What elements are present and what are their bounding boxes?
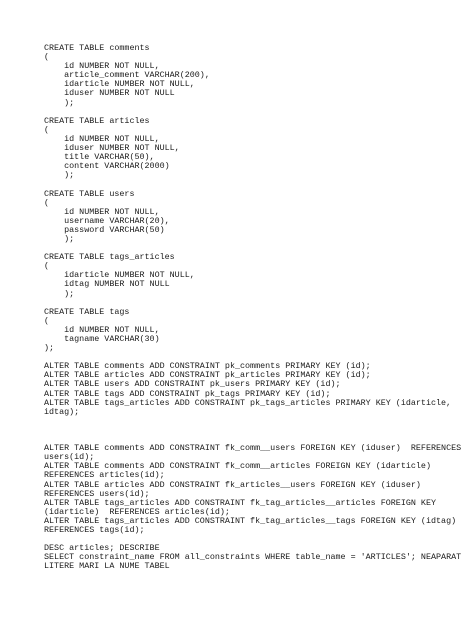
code-line: CREATE TABLE tags: [44, 306, 130, 317]
code-line: username VARCHAR(20),: [44, 215, 170, 226]
code-line: ALTER TABLE tags ADD CONSTRAINT pk_tags PRIMARY KEY (id);: [44, 388, 331, 399]
code-line: id NUMBER NOT NULL,: [44, 133, 160, 144]
code-line: CREATE TABLE comments: [44, 43, 150, 53]
blank-line: [44, 426, 444, 435]
code-line: idarticle NUMBER NOT NULL,: [44, 270, 195, 281]
code-line: article_comment VARCHAR(200),: [44, 70, 210, 81]
code-line: ALTER TABLE articles ADD CONSTRAINT pk_articles PRIMARY KEY (id);: [44, 370, 371, 381]
sql-document: [44, 43, 462, 572]
code-line: ALTER TABLE tags_articles ADD CONSTRAINT pk_tags_articles PRIMARY KEY (idarticle,: [44, 397, 452, 408]
code-line: LITERE MARI LA NUME TABEL: [44, 561, 170, 572]
code-line: idtag NUMBER NOT NULL: [44, 279, 170, 290]
code-line: (: [44, 124, 50, 135]
code-line: id NUMBER NOT NULL,: [44, 61, 160, 72]
code-line: );: [44, 97, 75, 108]
code-line: ALTER TABLE comments ADD CONSTRAINT fk_comm__users FOREIGN KEY (iduser) REFERENCES: [44, 443, 462, 454]
code-line: (idarticle) REFERENCES articles(id);: [44, 506, 230, 517]
code-line: title VARCHAR(50),: [44, 152, 155, 163]
code-line: id NUMBER NOT NULL,: [44, 206, 160, 217]
code-line: ALTER TABLE tags_articles ADD CONSTRAINT fk_tag_articles__articles FOREIGN KEY: [44, 497, 437, 508]
code-line: (: [44, 315, 50, 326]
code-line: REFERENCES tags(id);: [44, 524, 145, 535]
code-line: iduser NUMBER NOT NULL: [44, 88, 175, 99]
code-line: );: [44, 343, 55, 354]
code-line: ALTER TABLE users ADD CONSTRAINT pk_users PRIMARY KEY (id);: [44, 379, 341, 390]
code-line: id NUMBER NOT NULL,: [44, 324, 160, 335]
code-line: iduser NUMBER NOT NULL,: [44, 143, 180, 154]
code-line: users(id);: [44, 452, 95, 463]
code-line: );: [44, 233, 75, 244]
code-line: );: [44, 170, 75, 181]
blank-line: [44, 417, 444, 426]
code-line: CREATE TABLE users: [44, 188, 135, 199]
code-line: ALTER TABLE comments ADD CONSTRAINT pk_comments PRIMARY KEY (id);: [44, 361, 371, 372]
code-line: REFERENCES articles(id);: [44, 470, 165, 481]
code-line: tagname VARCHAR(30): [44, 334, 160, 344]
code-line: idarticle NUMBER NOT NULL,: [44, 79, 195, 90]
code-line: );: [44, 288, 75, 299]
code-line: idtag);: [44, 406, 80, 417]
code-line: (: [44, 197, 50, 208]
code-line: CREATE TABLE tags_articles: [44, 252, 175, 263]
code-line: SELECT constraint_name FROM all_constraints WHERE table_name = 'ARTICLES'; NEAPARAT: [44, 552, 462, 563]
code-line: password VARCHAR(50): [44, 224, 165, 235]
code-line: (: [44, 52, 50, 63]
code-line: (: [44, 261, 50, 272]
code-line: ALTER TABLE comments ADD CONSTRAINT fk_comm__articles FOREIGN KEY (idarticle): [44, 461, 431, 472]
code-line: DESC articles; DESCRIBE: [44, 543, 160, 554]
code-line: ALTER TABLE articles ADD CONSTRAINT fk_articles__users FOREIGN KEY (iduser): [44, 479, 421, 490]
code-line: CREATE TABLE articles: [44, 115, 150, 126]
code-line: content VARCHAR(2000): [44, 161, 170, 172]
code-line: ALTER TABLE tags_articles ADD CONSTRAINT fk_tag_articles__tags FOREIGN KEY (idtag): [44, 515, 457, 526]
code-line: REFERENCES users(id);: [44, 488, 150, 499]
